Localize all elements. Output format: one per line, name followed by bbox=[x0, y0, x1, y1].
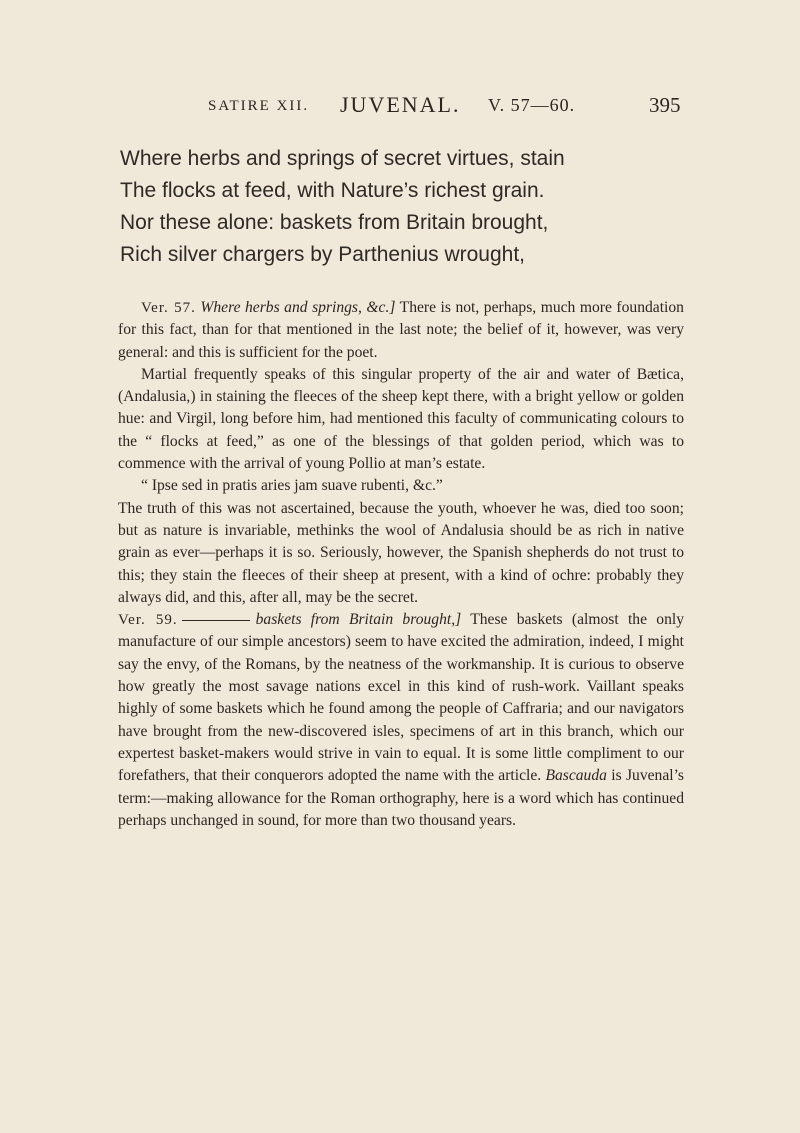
note-text: These baskets (almost the only manufacture of our simple ancestors) seem to have excited the admiration, indeed, I might say the envy, of the Romans, by the neatness of the workmanship. It is curious to observe how greatly the most savage nations excel in this kind of rush-work. Vaillant speaks highly of some baskets which he found among the people of Caffraria; and our navigators have brought from the new-discovered isles, specimens of art in this branch, which our expertest basket-makers would strive in vain to equal. It is some little compliment to our forefathers, that their conquerors adopted the name with the article. bbox=[118, 611, 684, 785]
header-verses: V. 57—60. bbox=[488, 95, 576, 115]
latin-term: Bascauda bbox=[545, 767, 607, 785]
note-verse-59 bbox=[118, 609, 684, 832]
poem-line: Rich silver chargers by Parthenius wrought, bbox=[120, 243, 526, 266]
note-lemma: baskets from Britain brought,] bbox=[255, 611, 462, 629]
header-title: JUVENAL. bbox=[340, 92, 461, 117]
note-verse-ref: Ver. 57. bbox=[141, 300, 196, 316]
note-text: is Juvenal’s term:—making allowance for the Roman orthography, here is a word which has continued perhaps unchanged in sound, for more than two thousand years. bbox=[118, 767, 684, 829]
page-number: 395 bbox=[649, 93, 681, 117]
ditto-dash bbox=[182, 620, 250, 621]
poem-verses bbox=[120, 143, 565, 271]
note-lemma: Where herbs and springs, &c.] bbox=[200, 299, 396, 316]
note-text: There is not, perhaps, much more foundation for this fact, than for that mentioned in the last note; the belief of it, however, was very general: and this is sufficient for the poet. bbox=[118, 299, 684, 361]
note-verse-ref: Ver. 59. bbox=[118, 612, 178, 629]
commentary-notes bbox=[118, 297, 684, 832]
poem-line: Nor these alone: baskets from Britain brought, bbox=[120, 211, 549, 234]
header-section: SATIRE XII. bbox=[208, 98, 310, 114]
note-verse-57 bbox=[118, 297, 684, 364]
poem-line: Where herbs and springs of secret virtues, stain bbox=[120, 147, 565, 170]
note-paragraph: The truth of this was not ascertained, because the youth, whoever he was, died too soon; but as nature is invariable, methinks the wool of Andalusia should be as rich in native grain as ever—perhaps it is so. Seriously, however, the Spanish shepherds do not trust to this; they stain the fleeces of their sheep at present, with a kind of ochre: probably they always did, and this, after all, may be the secret. bbox=[118, 499, 684, 606]
note-paragraph: Martial frequently speaks of this singular property of the air and water of Bætica, (Andalusia,) in staining the fleeces of the sheep kept there, with a bright yellow or golden hue: and Virgil, long before him, had mentioned this faculty of communicating colours to the “ flocks at feed,” as one of the blessings of that golden period, which was to commence with the arrival of young Pollio at man’s estate. bbox=[118, 365, 684, 473]
poem-line: The flocks at feed, with Nature’s richest grain. bbox=[120, 179, 545, 202]
latin-quotation: “ Ipse sed in pratis aries jam suave rubenti, &c.” bbox=[141, 477, 443, 495]
running-header bbox=[208, 92, 768, 116]
